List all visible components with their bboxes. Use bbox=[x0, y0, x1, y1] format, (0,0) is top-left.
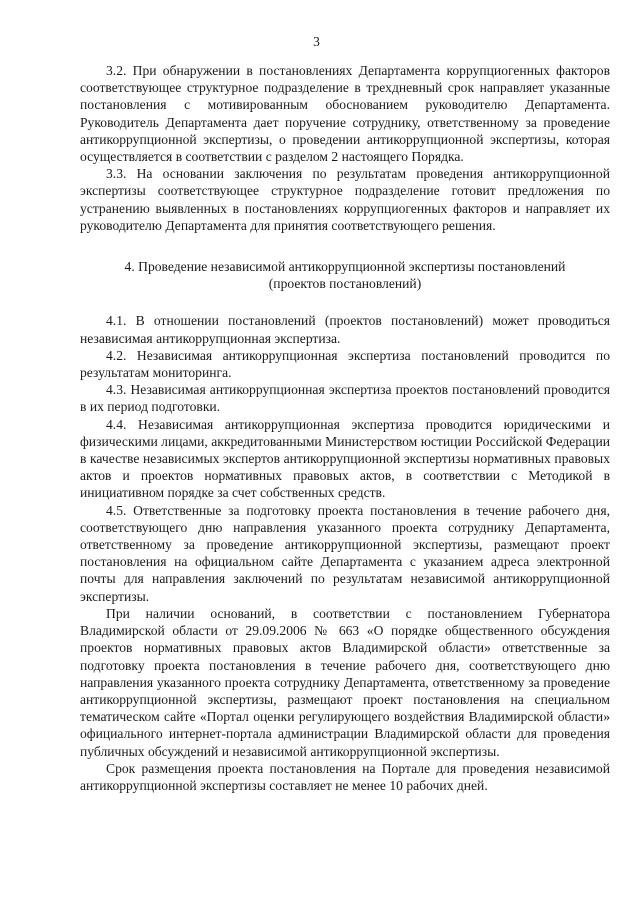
section-heading-4: 4. Проведение независимой антикоррупционной экспертизы постановлений (проектов постановлений) bbox=[124, 259, 566, 292]
paragraph-4-5-publication: При наличии оснований, в соответствии с постановлением Губернатора Владимирской области от 29.09.2006 № 663 «О порядке общественного обсуждения проектов нормативных правовых актов Владимирской области» ответственные за подготовку проекта постановления в течение рабочего дня, соответствующего дню направления указанного проекта сотруднику Департамента, ответственному за проведение антикоррупционной экспертизы, размещают проект постановления на специальном тематическом сайте «Портал оценки регулирующего воздействия Владимирской области» официального интернет-портала администрации Владимирской области для проведения публичных обсуждений и независимой антикоррупционной экспертизы. bbox=[80, 605, 610, 759]
page-number: 3 bbox=[313, 34, 320, 49]
paragraph-4-2: 4.2. Независимая антикоррупционная экспертиза постановлений проводится по результатам мониторинга. bbox=[80, 347, 610, 381]
document-body bbox=[80, 62, 610, 794]
paragraph-3-3: 3.3. На основании заключения по результатам проведения антикоррупционной экспертизы соответствующее структурное подразделение готовит предложения по устранению выявленных в постановлениях коррупциогенных факторов и направляет их руководителю Департамента для принятия соответствующего решения. bbox=[80, 166, 610, 233]
paragraph-4-5: 4.5. Ответственные за подготовку проекта постановления в течение рабочего дня, соответствующего дню направления указанного проекта сотруднику Департамента, ответственному за проведение антикоррупционной экспертизы, размещают проект постановления на официальном сайте Департамента с указанием адреса электронной почты для направления заключений по результатам независимой антикоррупционной экспертизы. bbox=[80, 502, 610, 604]
paragraph-4-3: 4.3. Независимая антикоррупционная экспертиза проектов постановлений проводится в их период подготовки. bbox=[80, 382, 610, 415]
paragraph-3-2: 3.2. При обнаружении в постановлениях Департамента коррупциогенных факторов соответствующее структурное подразделение в трехдневный срок направляет указанные постановления с мотивированным обоснованием руководителю Департамента. Руководитель Департамента дает поручение сотруднику, ответственному за проведение антикоррупционной экспертизы, о проведении антикоррупционной экспертизы, которая осуществляется в соответствии с разделом 2 настоящего Порядка. bbox=[80, 63, 610, 165]
paragraph-4-1: 4.1. В отношении постановлений (проектов постановлений) может проводиться независимая антикоррупционная экспертиза. bbox=[80, 313, 610, 346]
paragraph-4-4: 4.4. Независимая антикоррупционная экспертиза проводится юридическими и физическими лицами, аккредитованными Министерством юстиции Российской Федерации в качестве независимых экспертов антикоррупционной экспертизы нормативных правовых актов и проектов нормативных правовых актов, в соответствии с Методикой в инициативном порядке за счет собственных средств. bbox=[80, 416, 610, 501]
paragraph-4-5-term: Срок размещения проекта постановления на Портале для проведения независимой антикоррупционной экспертизы составляет не менее 10 рабочих дней. bbox=[80, 760, 610, 793]
